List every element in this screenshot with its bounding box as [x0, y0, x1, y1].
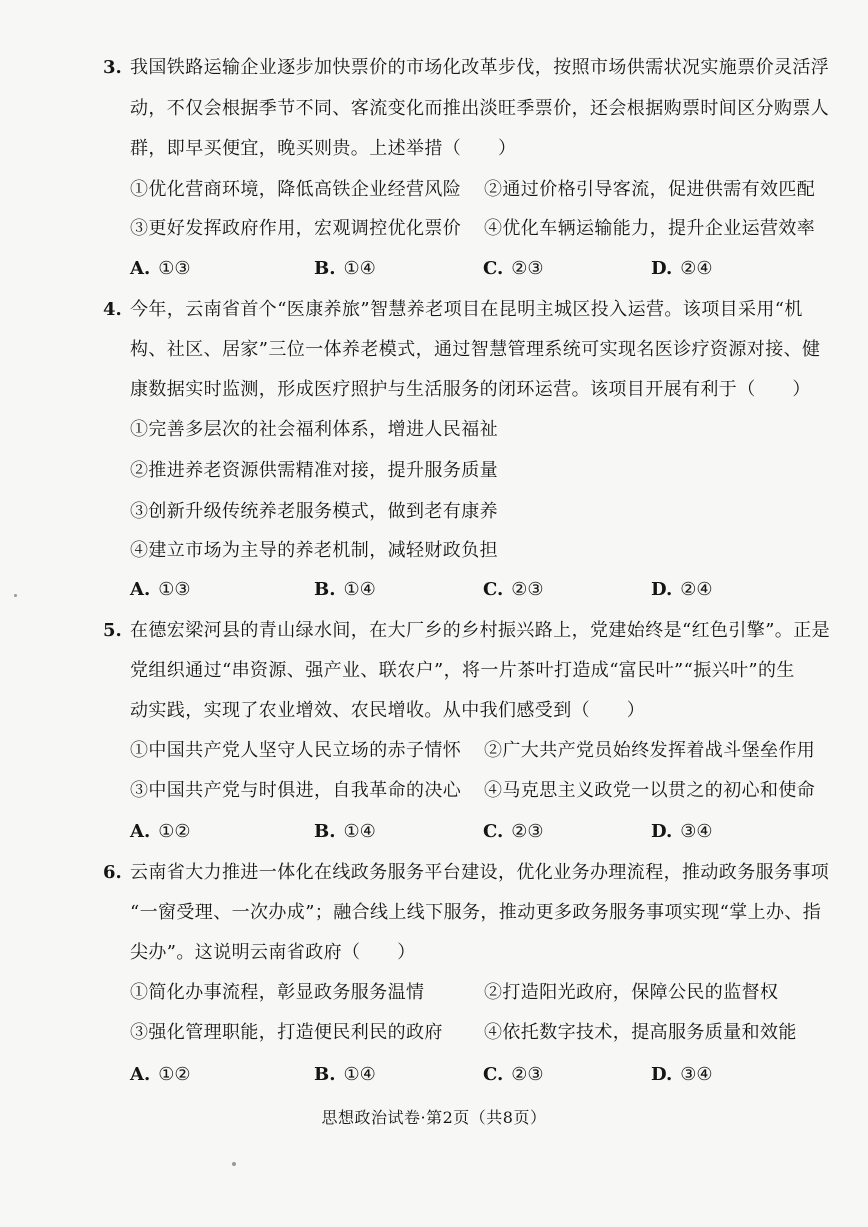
choice-text: ①④ [343, 258, 376, 279]
question-stem-line: 我国铁路运输企业逐步加快票价的市场化改革步伐，按照市场供需状况实施票价灵活浮 [130, 57, 830, 78]
question-number: 5. [103, 620, 122, 641]
choice-letter: A. [130, 258, 151, 279]
choice-letter: D. [651, 579, 673, 600]
choice-text: ②③ [511, 821, 544, 842]
question-stem-line: 群，即早买便宜，晚买则贵。上述举措（ ） [130, 138, 517, 159]
choice-b [314, 820, 376, 844]
question-stem-line: “一窗受理、一次办成”；融合线上线下服务，推动更多政务服务事项实现“掌上办、指 [130, 902, 822, 923]
choice-text: ①④ [343, 821, 376, 842]
question-stem-line: 党组织通过“串资源、强产业、联农户”，将一片茶叶打造成“富民叶”“振兴叶”的生 [130, 660, 795, 681]
choice-letter: B. [314, 579, 336, 600]
choice-text: ②④ [680, 258, 713, 279]
choice-text: ①② [158, 821, 191, 842]
question-stem-line: 在德宏梁河县的青山绿水间，在大厂乡的乡村振兴路上，党建始终是“红色引擎”。正是 [130, 620, 831, 641]
choice-letter: C. [483, 258, 504, 279]
question-number: 6. [103, 862, 122, 883]
choice-letter: D. [651, 821, 673, 842]
statement-1: ①优化营商环境，降低高铁企业经营风险 [130, 179, 462, 200]
statement-1: ①中国共产党人坚守人民立场的赤子情怀 [130, 740, 462, 761]
choice-letter: D. [651, 258, 673, 279]
choice-text: ①③ [158, 579, 191, 600]
choice-c [483, 257, 544, 281]
choice-c [483, 578, 544, 602]
choice-c [483, 820, 544, 844]
statement-2: ②通过价格引导客流，促进供需有效匹配 [484, 179, 816, 200]
choice-letter: A. [130, 821, 151, 842]
statement-4: ④优化车辆运输能力，提升企业运营效率 [484, 218, 816, 239]
statement-1: ①简化办事流程，彰显政务服务温情 [130, 982, 425, 1003]
choice-b [314, 1063, 376, 1087]
statement-2: ②广大共产党员始终发挥着战斗堡垒作用 [484, 740, 816, 761]
choice-letter: A. [130, 1064, 151, 1085]
choice-text: ①④ [343, 1064, 376, 1085]
choice-letter: A. [130, 579, 151, 600]
statement-4: ④建立市场为主导的养老机制，减轻财政负担 [130, 540, 498, 561]
statement-3: ③强化管理职能，打造便民利民的政府 [130, 1022, 443, 1043]
choice-text: ②③ [511, 1064, 544, 1085]
question-number: 3. [103, 57, 122, 78]
statement-3: ③创新升级传统养老服务模式，做到老有康养 [130, 501, 498, 522]
question-stem-line: 云南省大力推进一体化在线政务服务平台建设，优化业务办理流程，推动政务服务事项 [130, 862, 830, 883]
choice-a [130, 1063, 191, 1087]
choice-text: ①④ [343, 579, 376, 600]
statement-4: ④依托数字技术，提高服务质量和效能 [484, 1022, 797, 1043]
question-stem-line: 尖办”。这说明云南省政府（ ） [130, 942, 416, 963]
choice-text: ①③ [158, 258, 191, 279]
choice-letter: C. [483, 579, 504, 600]
choice-letter: B. [314, 821, 336, 842]
choice-letter: D. [651, 1064, 673, 1085]
choice-text: ②④ [680, 579, 713, 600]
statement-2: ②打造阳光政府，保障公民的监督权 [484, 982, 779, 1003]
question-stem-line: 动，不仅会根据季节不同、客流变化而推出淡旺季票价，还会根据购票时间区分购票人 [130, 98, 830, 119]
choice-b [314, 578, 376, 602]
choice-text: ②③ [511, 579, 544, 600]
choice-text: ①② [158, 1064, 191, 1085]
question-stem-line: 构、社区、居家”三位一体养老模式，通过智慧管理系统可实现名医诊疗资源对接、健 [130, 339, 821, 360]
scan-speck [232, 1162, 236, 1166]
statement-3: ③中国共产党与时俱进，自我革命的决心 [130, 780, 462, 801]
choice-text: ③④ [680, 821, 713, 842]
question-stem-line: 动实践，实现了农业增效、农民增收。从中我们感受到（ ） [130, 700, 646, 721]
scan-speck [14, 594, 17, 597]
choice-a [130, 257, 191, 281]
question-stem-line: 康数据实时监测，形成医疗照护与生活服务的闭环运营。该项目开展有利于（ ） [130, 379, 811, 400]
choice-text: ③④ [680, 1064, 713, 1085]
page-footer: 思想政治试卷·第2页（共8页） [321, 1108, 547, 1127]
choice-letter: B. [314, 258, 336, 279]
choice-d [651, 578, 713, 602]
choice-b [314, 257, 376, 281]
statement-3: ③更好发挥政府作用，宏观调控优化票价 [130, 218, 462, 239]
question-stem-line: 今年，云南省首个“医康养旅”智慧养老项目在昆明主城区投入运营。该项目采用“机 [130, 299, 803, 320]
choice-letter: B. [314, 1064, 336, 1085]
choice-c [483, 1063, 544, 1087]
question-number: 4. [103, 299, 122, 320]
choice-d [651, 1063, 713, 1087]
statement-1: ①完善多层次的社会福利体系，增进人民福祉 [130, 419, 498, 440]
choice-letter: C. [483, 821, 504, 842]
choice-a [130, 578, 191, 602]
choice-letter: C. [483, 1064, 504, 1085]
choice-a [130, 820, 191, 844]
statement-4: ④马克思主义政党一以贯之的初心和使命 [484, 780, 816, 801]
choice-d [651, 257, 713, 281]
choice-d [651, 820, 713, 844]
choice-text: ②③ [511, 258, 544, 279]
statement-2: ②推进养老资源供需精准对接，提升服务质量 [130, 460, 498, 481]
